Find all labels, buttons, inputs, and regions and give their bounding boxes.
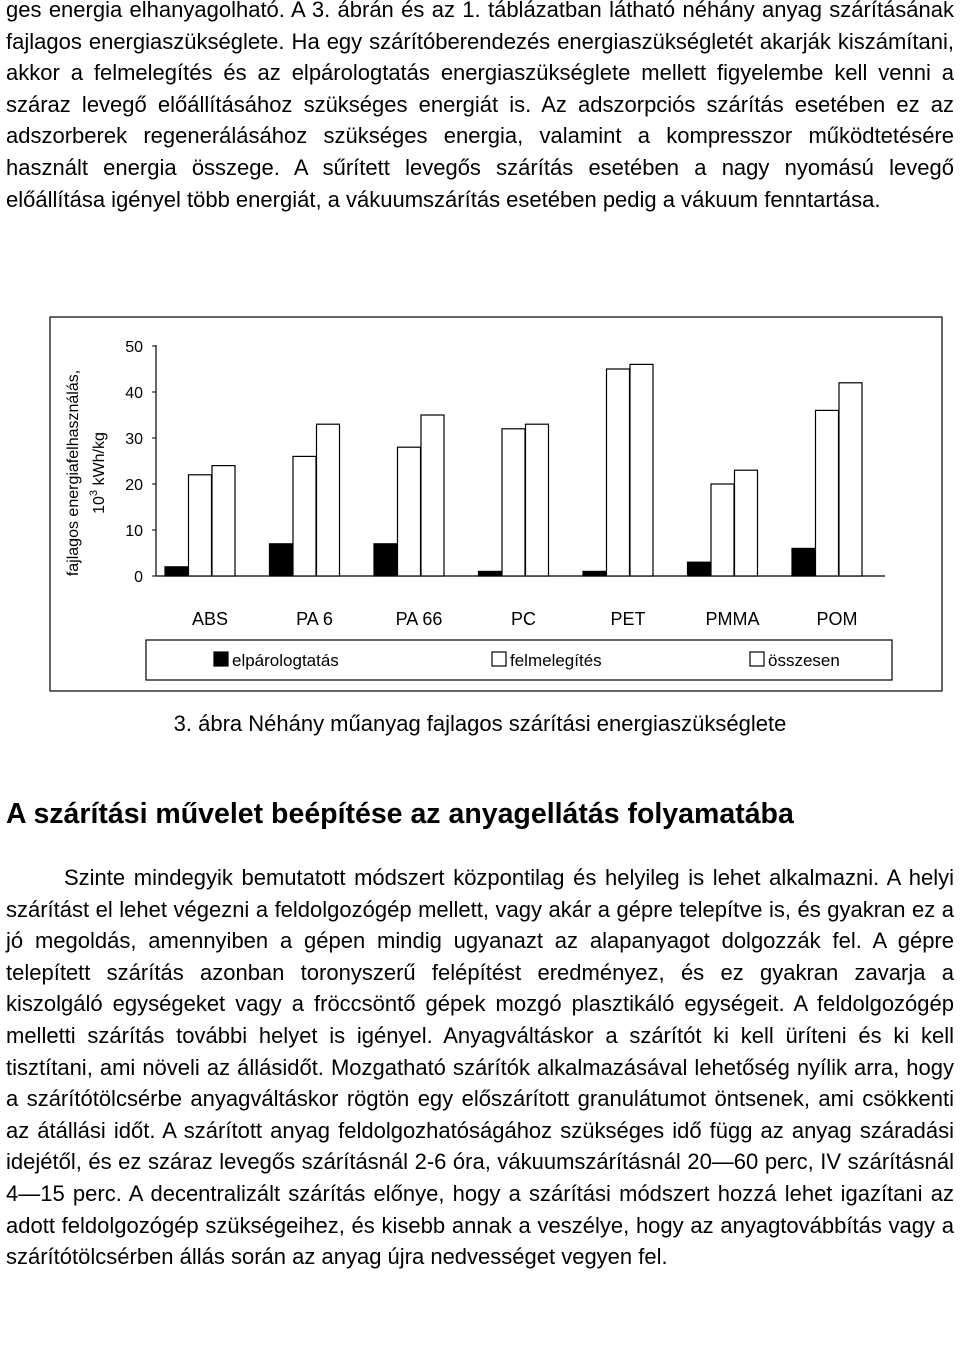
legend-label: felmelegítés xyxy=(510,651,602,670)
energy-bar-chart xyxy=(0,315,960,695)
y-tick-label: 30 xyxy=(125,431,143,448)
y-tick-label: 0 xyxy=(134,569,143,586)
chart-frame xyxy=(50,317,942,691)
x-tick-label: PC xyxy=(510,609,537,629)
y-tick-label: 50 xyxy=(125,339,143,356)
x-tick-label: PA 6 xyxy=(296,609,333,629)
y-tick-label: 10 xyxy=(125,523,143,540)
y-tick-label: 40 xyxy=(125,385,143,402)
x-tick-label: PMMA xyxy=(705,609,760,629)
body-paragraph-top: ges energia elhanyagolható. A 3. ábrán és az 1. táblázatban látható néhány anyag szárításának fajlagos energiaszükséglete. Ha egy szárítóberendezés energiaszükségletét akarják kiszámítani, akkor a felmelegítés és az elpárologtatás energiaszükséglete mellett figyelembe kell venni a száraz levegő előállításához szükséges energiát is. Az adszorpciós szárítás esetében ez az adszorberek regenerálásához szükséges energia, valamint a kompresszor működtetésére használt energia összege. A sűrített levegős szárítás esetében a nagy nyomású levegő előállítása igényel több energiát, a vákuumszárítás esetében pedig a vákuum fenntartása. xyxy=(6,0,954,212)
x-tick-label: PET xyxy=(610,609,646,629)
y-tick-label: 20 xyxy=(125,477,143,494)
legend-swatch xyxy=(492,652,506,666)
bar xyxy=(583,571,606,576)
bar xyxy=(792,548,815,576)
bar xyxy=(293,456,316,576)
bar xyxy=(816,410,839,576)
bar xyxy=(421,415,444,576)
bar xyxy=(735,470,758,576)
bar xyxy=(607,369,630,576)
y-axis-label-line2: $10^3$ kWh/kg xyxy=(88,432,108,514)
legend-label: elpárologtatás xyxy=(232,651,339,670)
x-tick-label: ABS xyxy=(191,609,229,629)
legend-swatch xyxy=(214,652,228,666)
bar xyxy=(270,544,293,576)
bar xyxy=(479,571,502,576)
x-tick-label: POM xyxy=(816,609,858,629)
bar xyxy=(212,466,235,576)
bar xyxy=(502,429,525,576)
bar xyxy=(398,447,421,576)
x-tick-label: PA 66 xyxy=(395,609,443,629)
figure-caption: 3. ábra Néhány műanyag fajlagos szárítási energiaszükséglete xyxy=(173,711,787,736)
legend-swatch xyxy=(750,652,764,666)
bar xyxy=(630,364,653,576)
body-paragraph-bottom: Szinte mindegyik bemutatott módszert központilag és helyileg is lehet alkalmazni. A helyi szárítást el lehet végezni a feldolgozógép mellett, vagy akár a gépre telepítve is, és gyakran ez a jó megoldás, amennyiben a gépen mindig ugyanazt az alapanyagot dolgozzák fel. A gépre telepített szárítás azonban toronyszerű felépítést eredményez, és ez gyakran zavarja a kiszolgáló egységeket vagy a fröccsöntő gépek mozgó plasztikáló egységeit. A feldolgozógép melletti szárítás további helyet is igényel. Anyagváltáskor a szárítót ki kell üríteni és ki kell tisztítani, ami növeli az állásidőt. Mozgatható szárítók alkalmazásával lehetőség nyílik arra, hogy a szárítótölcsérbe anyagváltáskor rögtön egy előszárított granulátumot öntsenek, ami csökkenti az átállási időt. A szárított anyag feldolgozhatóságához szükséges idő függ az anyag száradási idejétől, és ez száraz levegős szárításnál 2-6 óra, vákuumszárításnál 20—60 perc, IV szárításnál 4—15 perc. A decentralizált szárítás előnye, hogy a szárítási módszert hozzá lehet igazítani az adott feldolgozógép szükségeihez, és kisebb annak a veszélye, hogy az anyagtovábbítás vagy a szárítótölcsérben állás során az anyag újra nedvességet vegyen fel. xyxy=(6,865,954,1270)
bar xyxy=(189,475,212,576)
y-axis-label-line1: fajlagos energiafelhasználás, xyxy=(65,369,82,577)
legend-label: összesen xyxy=(768,651,840,670)
bar xyxy=(165,567,188,576)
bar xyxy=(839,383,862,576)
bar xyxy=(374,544,397,576)
bar xyxy=(526,424,549,576)
section-heading: A szárítási művelet beépítése az anyagellátás folyamatába xyxy=(6,798,794,830)
bar xyxy=(317,424,340,576)
bar xyxy=(711,484,734,576)
bar xyxy=(688,562,711,576)
